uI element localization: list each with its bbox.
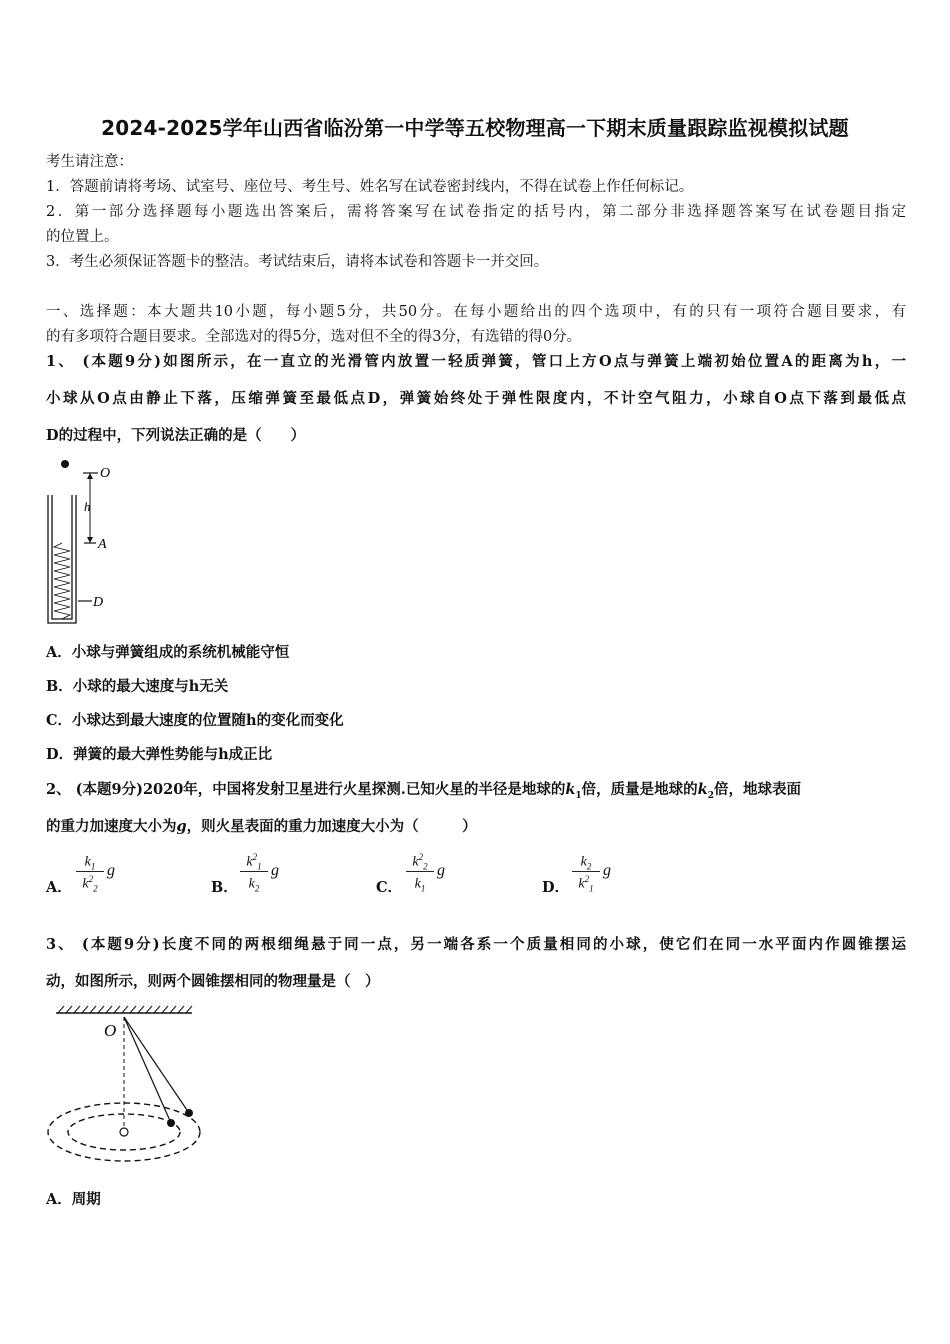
q2-option-b-denominator: $k_2$	[248, 876, 260, 894]
q1-option-a: A．小球与弹簧组成的系统机械能守恒	[46, 644, 290, 661]
notice-item-1: 1．答题前请将考场、试室号、座位号、考生号、姓名写在试卷密封线内，不得在试卷上作任何标记。	[46, 179, 694, 195]
q3-ceiling-hatching	[58, 1006, 192, 1013]
q2-option-b-fraction-bar	[240, 871, 268, 872]
q3-ball-outer	[185, 1109, 193, 1117]
section-intro-line-2: 的有多项符合题目要求。全部选对的得5分，选对但不全的得3分，有选错的得0分。	[46, 329, 582, 345]
q3-label-o: O	[104, 1021, 117, 1040]
q2-option-a-g: g	[107, 862, 115, 879]
q2-option-d-label: D．	[542, 879, 570, 896]
q2-stem-part-1: 2、 (本题9分)2020年，中国将发射卫星进行火星探测.已知火星的半径是地球的	[46, 781, 566, 798]
q3-ball-inner	[167, 1119, 175, 1127]
q2-option-d-numerator: $k_2$	[580, 854, 592, 872]
q1-ball	[61, 460, 69, 468]
exam-title: 2024-2025学年山西省临汾第一中学等五校物理高一下期末质量跟踪监视模拟试题	[101, 116, 849, 140]
q3-stem-line-2: 动，如图所示，则两个圆锥摆相同的物理量是（ ）	[46, 973, 380, 990]
q2-k2-sub: 2	[707, 790, 714, 801]
q3-stem-line-1: 3、 (本题9分)长度不同的两根细绳悬于同一点，另一端各系一个质量相同的小球，使它们在同一水平面内作圆锥摆运	[46, 936, 906, 953]
q2-option-a-fraction	[76, 852, 126, 902]
q2-stem-part-2: 倍，质量是地球的	[581, 781, 698, 798]
q3-option-a: A．周期	[46, 1191, 101, 1208]
q1-option-b: B．小球的最大速度与h无关	[46, 678, 229, 695]
q2-option-a-numerator: $k_1$	[84, 854, 96, 872]
q2-option-d-denominator: $k^2_1$	[578, 874, 594, 894]
q2-option-b-g: g	[271, 862, 279, 879]
q1-h-arrow-down	[87, 537, 93, 543]
notice-item-3: 3．考生必须保证答题卡的整洁。考试结束后，请将本试卷和答题卡一并交回。	[46, 254, 549, 270]
q2-k2: k	[697, 781, 708, 798]
q3-conical-pendulum-figure	[44, 1003, 204, 1175]
q2-stem-line-2	[46, 817, 906, 837]
q1-spring-tube-figure	[40, 455, 130, 630]
q1-option-c: C．小球达到最大速度的位置随h的变化而变化	[46, 712, 344, 729]
q1-spring	[54, 543, 70, 619]
section-intro-line-1: 一、选择题：本大题共10小题，每小题5分，共50分。在每小题给出的四个选项中，有的只有一项符合题目要求，有	[46, 304, 906, 320]
q2-option-c-fraction-bar	[406, 871, 434, 872]
q2-option-d-fraction-bar	[572, 871, 600, 872]
q1-label-a: A	[98, 537, 107, 552]
q3-center-point	[120, 1128, 128, 1136]
q1-label-o: O	[100, 466, 111, 481]
q2-option-c-numerator: $k^2_2$	[412, 852, 428, 872]
q2-option-b-fraction	[240, 852, 290, 902]
q3-long-string	[124, 1017, 189, 1113]
q1-stem-line-2: 小球从O点由静止下落，压缩弹簧至最低点D，弹簧始终处于弹性限度内，不计空气阻力，小球自O点下落到最低点	[46, 390, 906, 407]
q2-option-b-label: B．	[211, 879, 238, 896]
q2-option-d-g: g	[603, 862, 611, 879]
q2-g: g	[176, 818, 187, 835]
q1-h-arrow-up	[87, 473, 93, 479]
q2-stem-part-3: 倍，地球表面	[713, 781, 801, 798]
q3-short-string	[124, 1017, 171, 1123]
q2-option-c-fraction	[406, 852, 456, 902]
q2-option-b-numerator: $k^2_1$	[246, 852, 262, 872]
q2-option-c-denominator: $k_1$	[414, 876, 426, 894]
q2-stem-part-5: ，则火星表面的重力加速度大小为（ ）	[186, 818, 477, 835]
q1-label-h: h	[84, 499, 91, 514]
q2-stem-part-4: 的重力加速度大小为	[46, 818, 177, 835]
q1-stem-line-3: D的过程中，下列说法正确的是（ ）	[46, 427, 306, 444]
q2-option-a-denominator: $k^2_2$	[82, 874, 98, 894]
q2-option-a-label: A．	[46, 879, 72, 896]
q2-option-c-g: g	[437, 862, 445, 879]
q2-option-a-fraction-bar	[76, 871, 104, 872]
notice-item-2-cont: 的位置上。	[46, 229, 119, 245]
notice-heading: 考生请注意：	[46, 154, 133, 170]
q2-stem-line-1	[46, 780, 906, 806]
q2-option-d-fraction	[572, 852, 622, 902]
q1-option-d: D．弹簧的最大弹性势能与h成正比	[46, 746, 273, 763]
q2-k1-sub: 1	[575, 790, 582, 801]
q1-stem-line-1: 1、 (本题9分)如图所示，在一直立的光滑管内放置一轻质弹簧，管口上方O点与弹簧上端初始位置A的距离为h，一	[46, 353, 906, 370]
q1-label-d: D	[93, 595, 104, 610]
q2-option-c-label: C．	[376, 879, 403, 896]
q2-k1: k	[565, 781, 576, 798]
notice-item-2: 2．第一部分选择题每小题选出答案后，需将答案写在试卷指定的括号内，第二部分非选择题答案写在试卷题目指定	[46, 204, 906, 220]
